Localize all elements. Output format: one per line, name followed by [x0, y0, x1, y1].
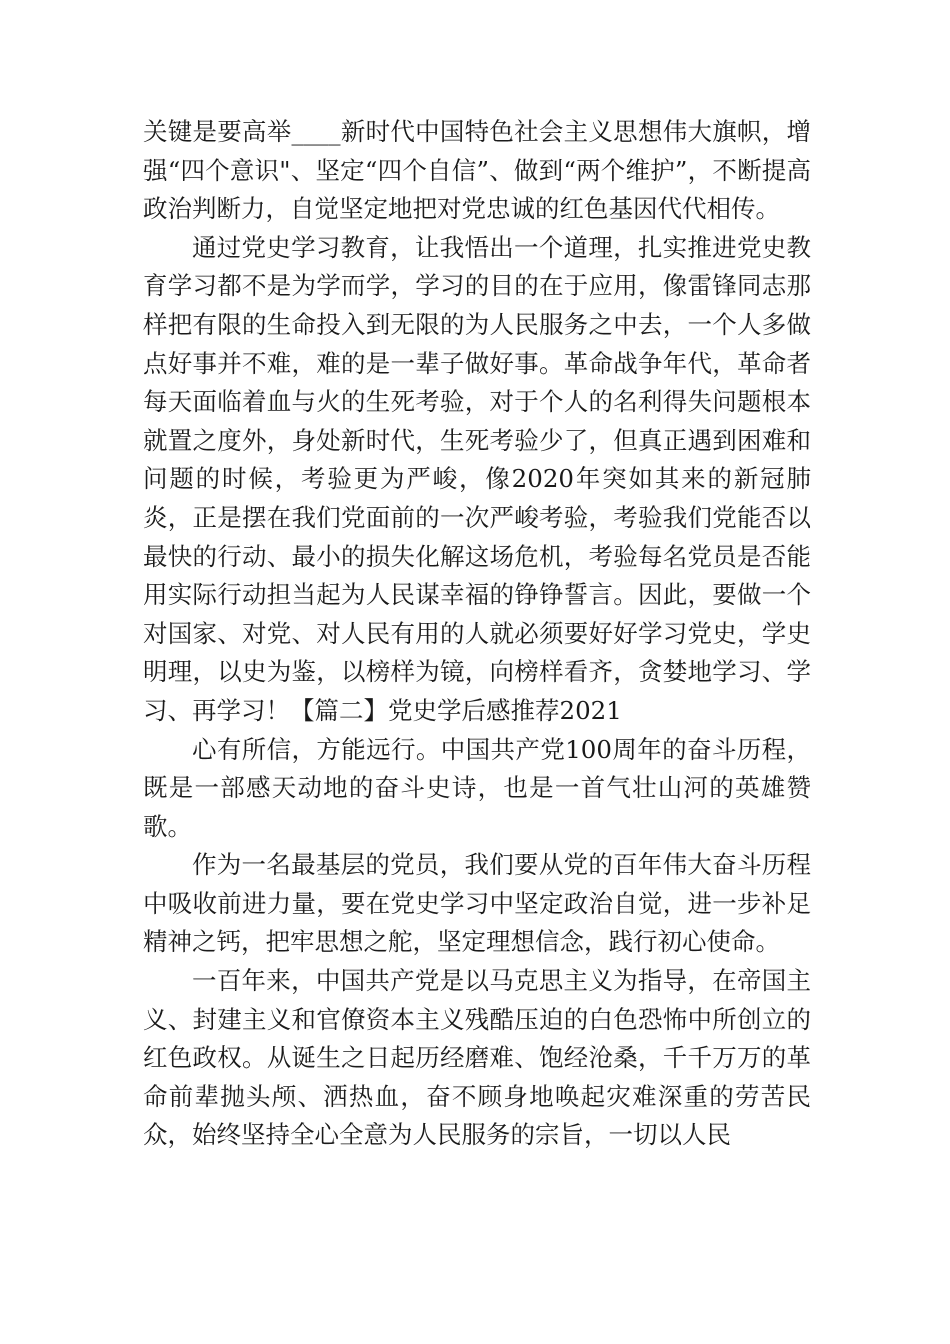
paragraph-3: 心有所信，方能远行。中国共产党100周年的奋斗历程，既是一部感天动地的奋斗史诗，也是一首气壮山河的英雄赞歌。	[143, 734, 811, 841]
paragraph-2: 通过党史学习教育，让我悟出一个道理，扎实推进党史教育学习都不是为学而学，学习的目的在于应用，像雷锋同志那样把有限的生命投入到无限的为人民服务之中去，一个人多做点好事并不难，难的是一辈子做好事。革命战争年代，革命者每天面临着血与火的生死考验，对于个人的名利得失问题根本就置之度外，身处新时代，生死考验少了，但真正遇到困难和问题的时候，考验更为严峻，像2020年突如其来的新冠肺炎，正是摆在我们党面前的一次严峻考验，考验我们党能否以最快的行动、最小的损失化解这场危机，考验每名党员是否能用实际行动担当起为人民谋幸福的铮铮誓言。因此，要做一个对国家、对党、对人民有用的人就必须要好好学习党史，学史明理，以史为鉴，以榜样为镜，向榜样看齐，贪婪地学习、学习、再学习！【篇二】党史学后感推荐2021	[143, 232, 811, 725]
paragraph-5: 一百年来，中国共产党是以马克思主义为指导，在帝国主义、封建主义和官僚资本主义残酷压迫的白色恐怖中所创立的红色政权。从诞生之日起历经磨难、饱经沧桑，千千万万的革命前辈抛头颅、洒热血，奋不顾身地唤起灾难深重的劳苦民众，始终坚持全心全意为人民服务的宗旨，一切以人民	[143, 966, 811, 1150]
paragraph-4: 作为一名最基层的党员，我们要从党的百年伟大奋斗历程中吸收前进力量，要在党史学习中坚定政治自觉，进一步补足精神之钙，把牢思想之舵，坚定理想信念，践行初心使命。	[143, 850, 811, 957]
document-body	[143, 113, 811, 1155]
paragraph-1: 关键是要高举____新时代中国特色社会主义思想伟大旗帜，增强“四个意识"、坚定“四个自信”、做到“两个维护”，不断提高政治判断力，自觉坚定地把对党忠诚的红色基因代代相传。	[143, 117, 811, 224]
